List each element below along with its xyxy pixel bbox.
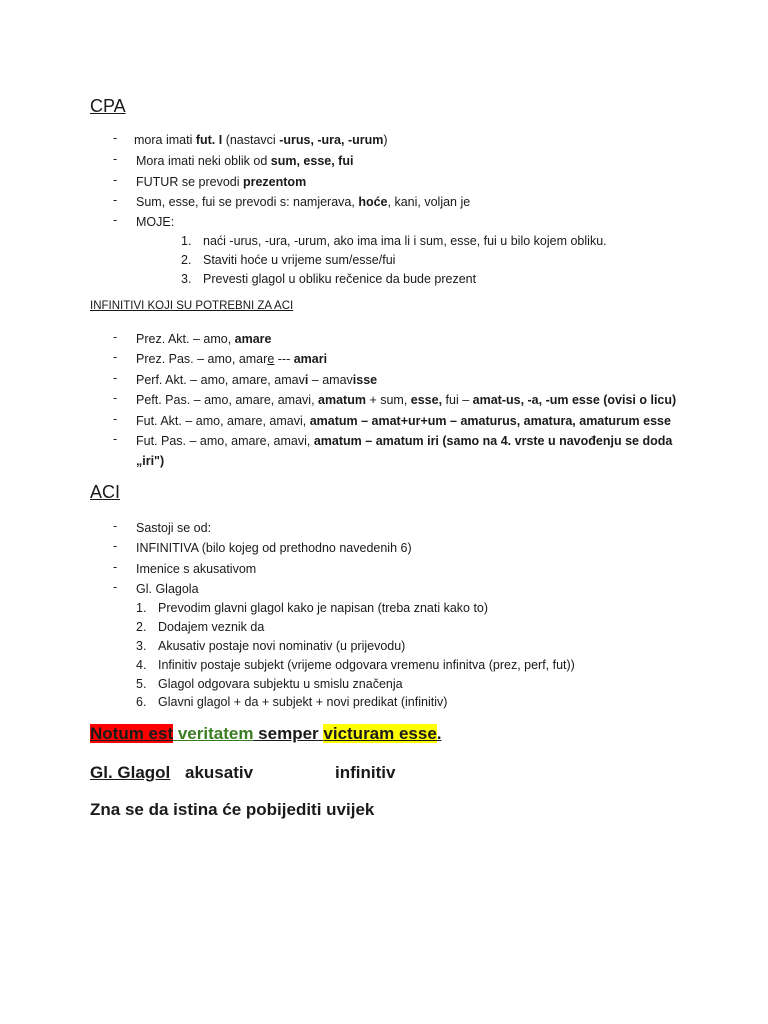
list-item: MOJE: (136, 215, 175, 229)
step-number: 6. (136, 695, 147, 709)
step-item: Prevodim glavni glagol kako je napisan (treba znati kako to) (158, 601, 489, 615)
list-item: Imenice s akusativom (136, 562, 257, 576)
list-item: Perf. Akt. – amo, amare, amavi – amavisse (136, 373, 378, 387)
step-item: Infinitiv postaje subjekt (vrijeme odgovara vremenu infinitva (prez, perf, fut)) (158, 658, 575, 672)
cpa-heading: CPA (90, 96, 126, 116)
example-sentence: Notum est veritatem semper victuram esse. (90, 724, 442, 743)
list-dash: - (113, 391, 118, 405)
step-number: 1. (136, 601, 147, 615)
list-item: Gl. Glagola (136, 582, 199, 596)
step-number: 2. (136, 620, 147, 634)
list-dash: - (113, 432, 118, 446)
green-word: veritatem (173, 724, 254, 743)
list-dash: - (113, 371, 118, 385)
list-item-continuation: „iri") (136, 454, 165, 468)
list-dash: - (113, 193, 118, 207)
aci-heading: ACI (90, 482, 121, 502)
step-number: 1. (181, 234, 192, 248)
list-item: Prez. Pas. – amo, amare --- amari (136, 352, 328, 366)
list-dash: - (113, 330, 118, 344)
step-item: Akusativ postaje novi nominativ (u prijevodu) (158, 639, 406, 653)
step-number: 2. (181, 253, 192, 267)
highlight-yellow: victuram esse (323, 724, 437, 743)
list-dash: - (113, 519, 118, 533)
list-dash: - (113, 560, 118, 574)
step-item: Dodajem veznik da (158, 620, 265, 634)
list-dash: - (113, 350, 118, 364)
step-item: Staviti hoće u vrijeme sum/esse/fui (203, 253, 396, 267)
infinitives-heading: INFINITIVI KOJI SU POTREBNI ZA ACI (90, 300, 294, 312)
list-item: Sastoji se od: (136, 521, 212, 535)
label-main-verb: Gl. Glagol (90, 763, 171, 782)
list-item: mora imati fut. I (nastavci -urus, -ura, -urum) (134, 133, 388, 147)
translation: Zna se da istina će pobijediti uvijek (90, 800, 375, 819)
list-dash: - (113, 173, 118, 187)
step-item: Glagol odgovara subjektu u smislu značenja (158, 677, 403, 691)
list-item: Fut. Akt. – amo, amare, amavi, amatum – amat+ur+um – amaturus, amatura, amaturum esse (136, 414, 671, 428)
list-item: Peft. Pas. – amo, amare, amavi, amatum + sum, esse, fui – amat-us, -a, -um esse (ovisi o licu) (136, 393, 677, 407)
step-number: 3. (181, 272, 192, 286)
step-item: Prevesti glagol u obliku rečenice da bude prezent (203, 272, 477, 286)
list-item: FUTUR se prevodi prezentom (136, 175, 307, 189)
label-infinitive: infinitiv (335, 763, 396, 782)
list-dash: - (113, 131, 118, 145)
list-dash: - (113, 152, 118, 166)
list-item: Fut. Pas. – amo, amare, amavi, amatum – amatum iri (samo na 4. vrste u navođenju se doda (136, 434, 673, 448)
list-item: INFINITIVA (bilo kojeg od prethodno navedenih 6) (136, 541, 412, 555)
list-item: Sum, esse, fui se prevodi s: namjerava, hoće, kani, voljan je (136, 195, 471, 209)
label-accusative: akusativ (185, 763, 254, 782)
step-number: 3. (136, 639, 147, 653)
list-dash: - (113, 580, 118, 594)
step-item: Glavni glagol + da + subjekt + novi predikat (infinitiv) (158, 695, 448, 709)
list-item: Mora imati neki oblik od sum, esse, fui (136, 154, 354, 168)
list-dash: - (113, 412, 118, 426)
step-number: 5. (136, 677, 147, 691)
list-dash: - (113, 539, 118, 553)
list-dash: - (113, 213, 118, 227)
highlight-red: Notum est (90, 724, 174, 743)
list-item: Prez. Akt. – amo, amare (136, 332, 272, 346)
step-item: naći -urus, -ura, -urum, ako ima ima li i sum, esse, fui u bilo kojem obliku. (203, 234, 607, 248)
step-number: 4. (136, 658, 147, 672)
